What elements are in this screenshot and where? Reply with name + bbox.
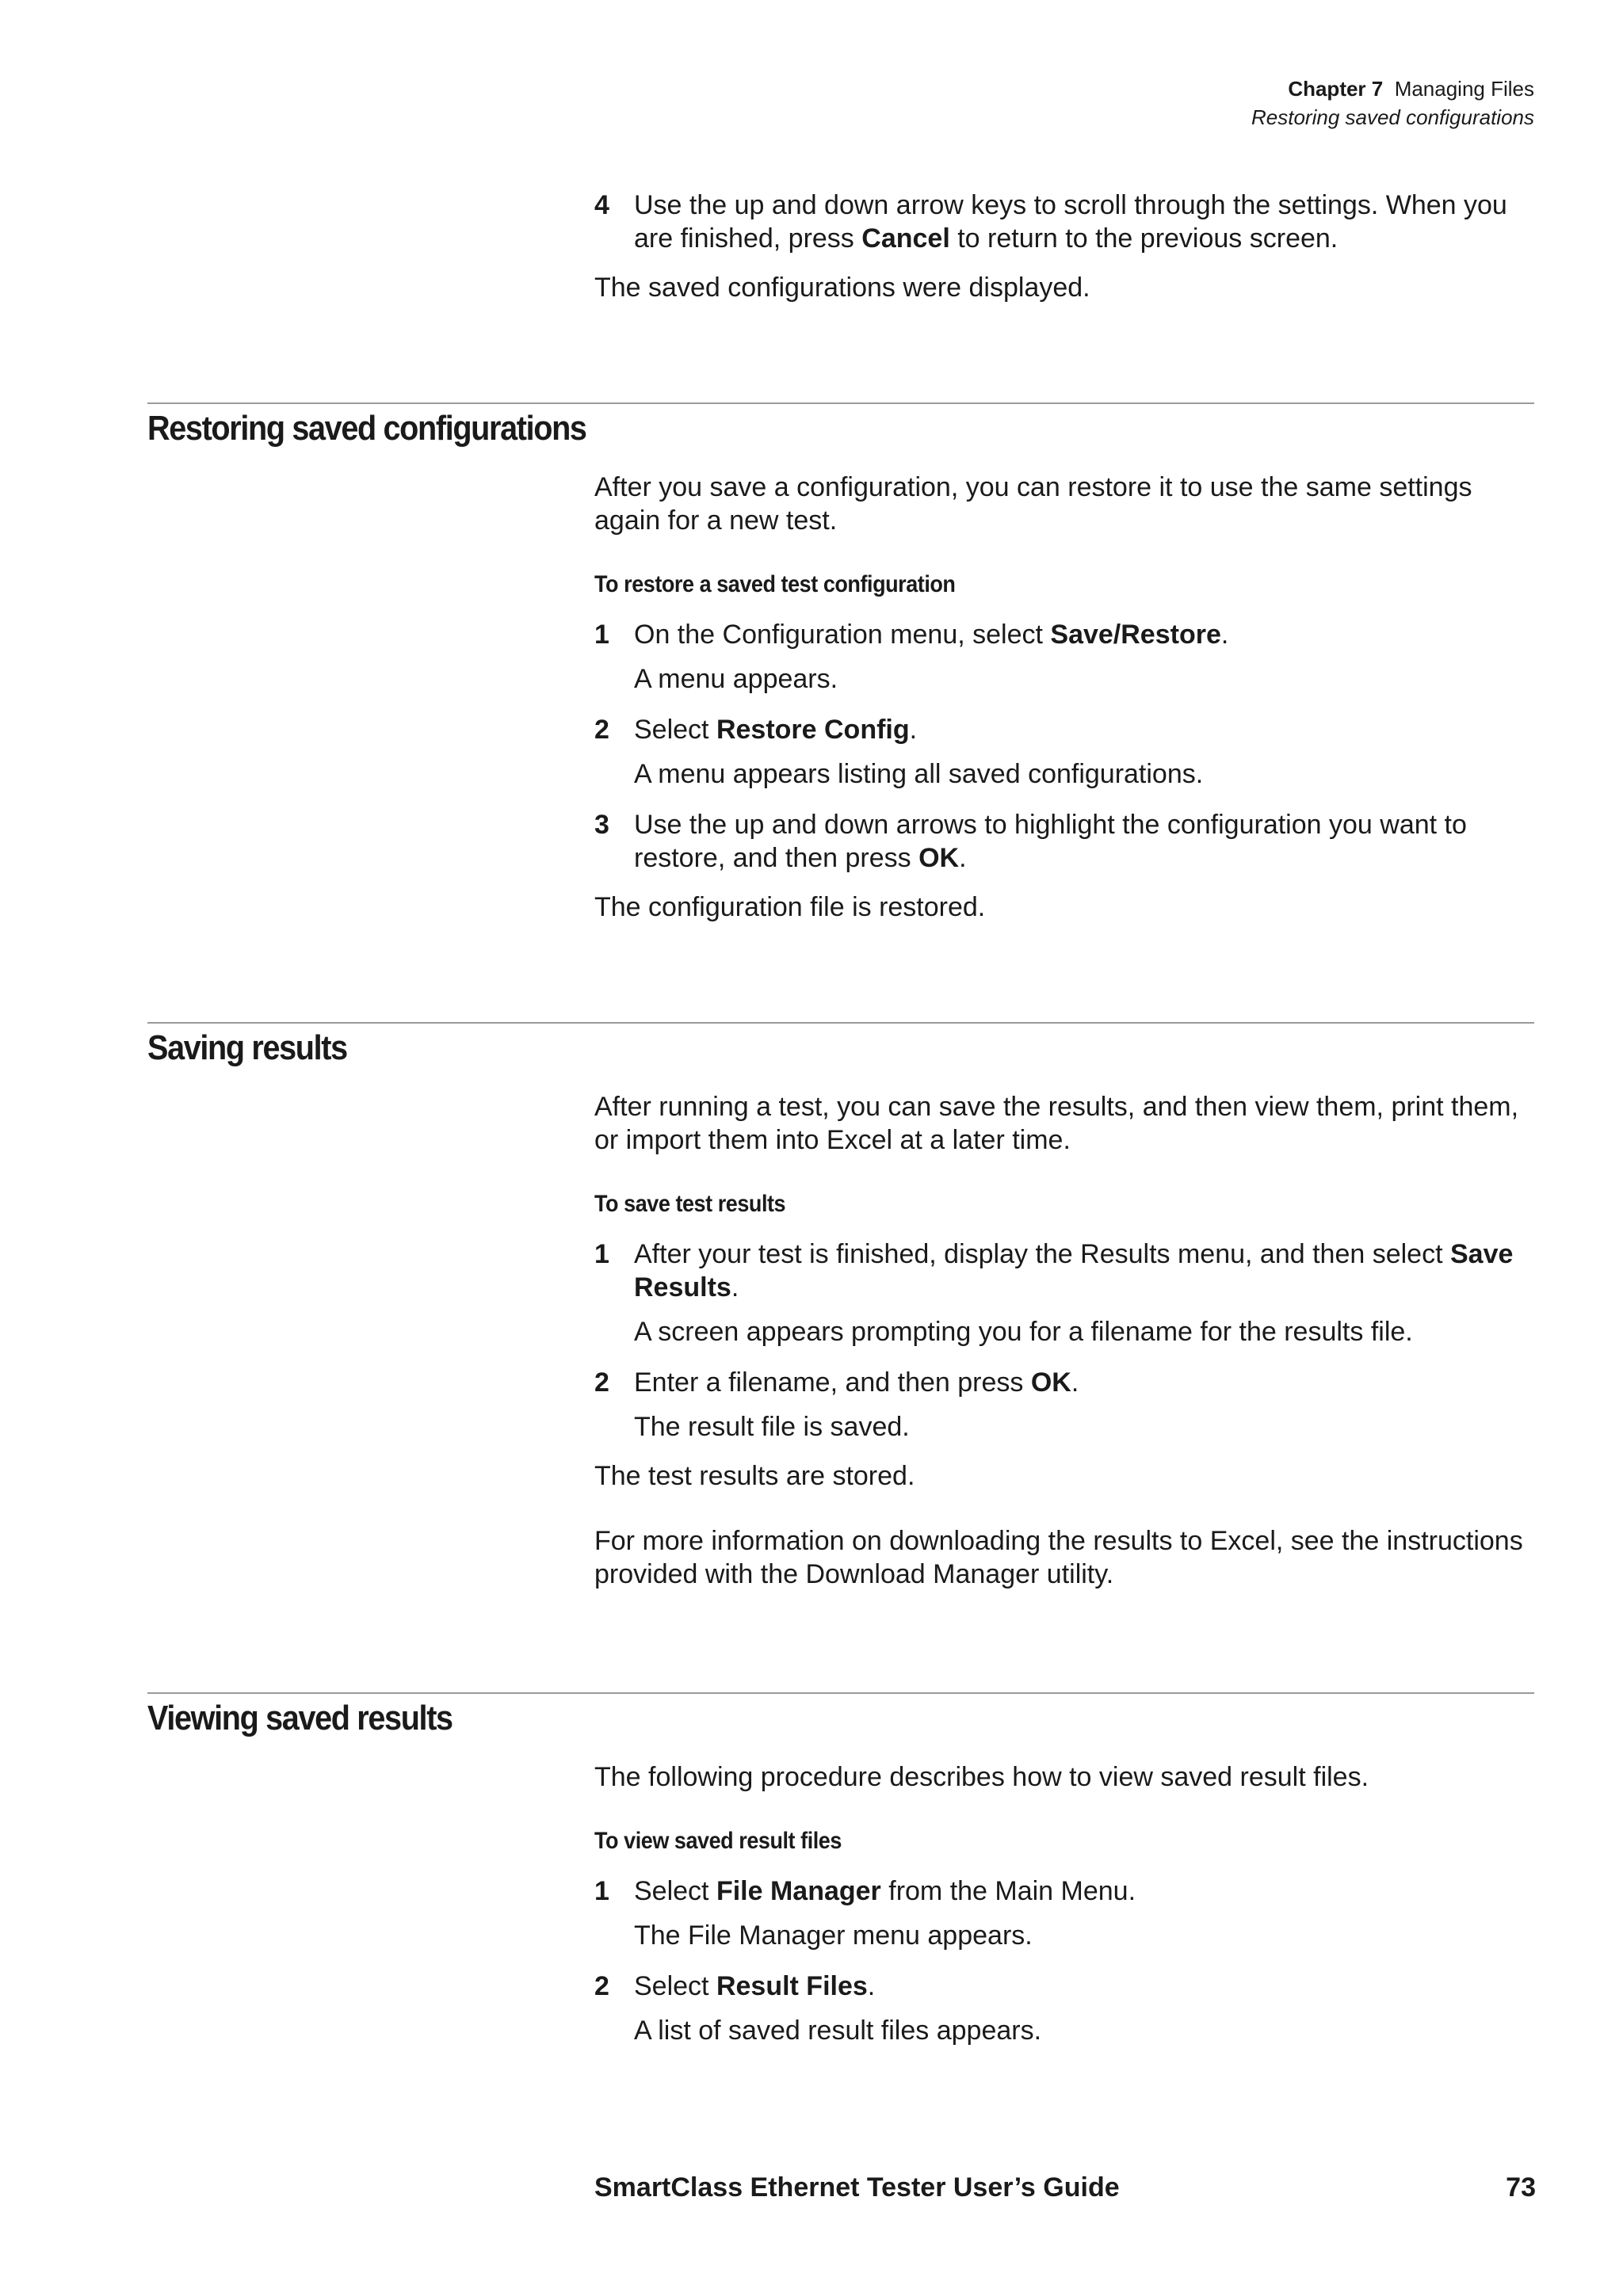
section-heading-restoring: Restoring saved configurations [147,409,586,448]
step-number: 1 [594,1876,609,1906]
page-number: 73 [1506,2172,1536,2203]
saving-step-2: 2 Enter a filename, and then press OK. The result file is saved. [594,1366,1537,1444]
restoring-step-3: 3 Use the up and down arrows to highlight the configuration you want to restore, and then press OK. [594,810,1467,873]
step-number: 4 [594,190,609,220]
section-heading-saving: Saving results [147,1028,347,1067]
intro-step-4: 4 Use the up and down arrow keys to scroll through the settings. When you are finished, press Cancel to return to the previous screen. [594,190,1507,254]
saving-body [594,1090,1537,1591]
viewing-body [594,1760,1537,2047]
saving-note: For more information on downloading the results to Excel, see the instructions provided with the Download Manager utility. [594,1526,1523,1589]
step-result: A list of saved result files appears. [634,2016,1042,2046]
section-divider-restoring [147,402,1534,404]
ok-key-label: OK [1030,1367,1071,1398]
viewing-procedure-title: To view saved result files [594,1828,842,1854]
step-result: A screen appears prompting you for a filename for the results file. [634,1317,1413,1347]
saving-intro: After running a test, you can save the results, and then view them, print them, or import them into Excel at a later time. [594,1092,1519,1155]
save-results-label: Save Results [634,1239,1514,1302]
step-number: 1 [594,1239,609,1269]
viewing-step-2: 2 Select Result Files. A list of saved result files appears. [594,1970,1537,2047]
step-number: 2 [594,1971,609,2001]
step-number: 2 [594,1367,609,1398]
saving-step-1: 1 After your test is finished, display the Results menu, and then select Save Results. A screen appears prompting you for a filename for the results file. [594,1238,1537,1348]
step-number: 2 [594,715,609,745]
restore-config-label: Restore Config [716,715,910,745]
intro-result: The saved configurations were displayed. [594,273,1090,303]
viewing-intro: The following procedure describes how to view saved result files. [594,1762,1369,1792]
restoring-procedure-title: To restore a saved test configuration [594,571,956,597]
saving-procedure-title: To save test results [594,1191,786,1217]
section-divider-saving [147,1022,1534,1024]
restoring-intro: After you save a configuration, you can restore it to use the same settings again for a new test. [594,472,1472,536]
running-header [1251,74,1534,132]
chapter-line [1251,74,1534,103]
running-section-name: Restoring saved configurations [1251,105,1534,129]
file-manager-label: File Manager [716,1876,881,1906]
restoring-body [594,471,1537,924]
chapter-label: Chapter 7 [1288,77,1384,101]
save-restore-label: Save/Restore [1050,620,1221,650]
saving-result: The test results are stored. [594,1461,915,1491]
result-files-label: Result Files [716,1971,868,2001]
step-number: 3 [594,810,609,840]
restoring-result: The configuration file is restored. [594,892,986,922]
step-result: The result file is saved. [634,1412,910,1442]
intro-block [594,189,1537,304]
step-number: 1 [594,620,609,650]
section-divider-viewing [147,1692,1534,1694]
ok-key-label: OK [918,843,960,873]
section-heading-viewing: Viewing saved results [147,1699,453,1737]
step-result: A menu appears. [634,664,838,694]
footer-title: SmartClass Ethernet Tester User’s Guide [594,2172,1120,2203]
chapter-title: Managing Files [1394,77,1534,101]
step-result: The File Manager menu appears. [634,1920,1033,1951]
restoring-step-2: 2 Select Restore Config. A menu appears listing all saved configurations. [594,713,1537,791]
viewing-step-1: 1 Select File Manager from the Main Menu. The File Manager menu appears. [594,1875,1537,1952]
cancel-key-label: Cancel [861,223,950,254]
step-result: A menu appears listing all saved configurations. [634,759,1204,789]
restoring-step-1: 1 On the Configuration menu, select Save/Restore. A menu appears. [594,618,1537,696]
